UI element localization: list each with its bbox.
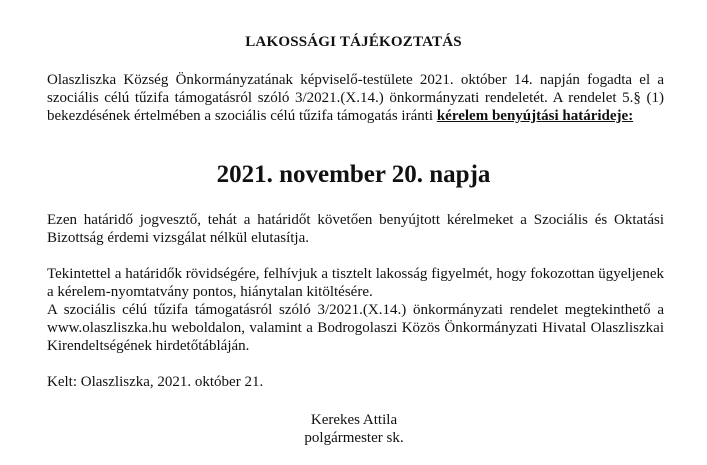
paragraph-intro-text: Olaszliszka Község Önkormányzatának képviselő-testülete 2021. október 14. napján fogadta el a szociális célú tűzifa támogatásról szóló 3/2021.(X.14.) önkormányzati rendeletét. A rendelet 5.§ (1) bekezdésének értelmében a szociális célú tűzifa támogatás iránti: [47, 72, 664, 124]
date-line: Kelt: Olaszliszka, 2021. október 21.: [47, 374, 264, 390]
paragraph-intro: [47, 71, 664, 125]
paragraph-attention: Tekintettel a határidők rövidségére, felhívjuk a tisztelt lakosság figyelmét, hogy fokozottan ügyeljenek a kérelem-nyomtatvány pontos, hiánytalan kitöltésére.: [47, 266, 664, 300]
signature-name: Kerekes Attila: [310, 412, 398, 428]
paragraph-forfeiture: Ezen határidő jogvesztő, tehát a határidőt követően benyújtott kérelmeket a Szociális és Oktatási Bizottság érdemi vizsgálat nélkül elutasítja.: [47, 212, 664, 246]
signature-title: polgármester sk.: [304, 430, 404, 446]
document-title: LAKOSSÁGI TÁJÉKOZTATÁS: [245, 34, 462, 50]
deadline-date: 2021. november 20. napja: [216, 161, 491, 188]
paragraph-regulation-access: A szociális célú tűzifa támogatásról szóló 3/2021.(X.14.) önkormányzati rendelet megtekinthető a www.olaszliszka.hu weboldalon, valamint a Bodrogolaszi Közös Önkormányzati Hivatal Olaszliszkai Kirendeltségének hirdetőtábláján.: [47, 302, 664, 354]
deadline-emphasis: kérelem benyújtási határideje:: [436, 108, 634, 124]
